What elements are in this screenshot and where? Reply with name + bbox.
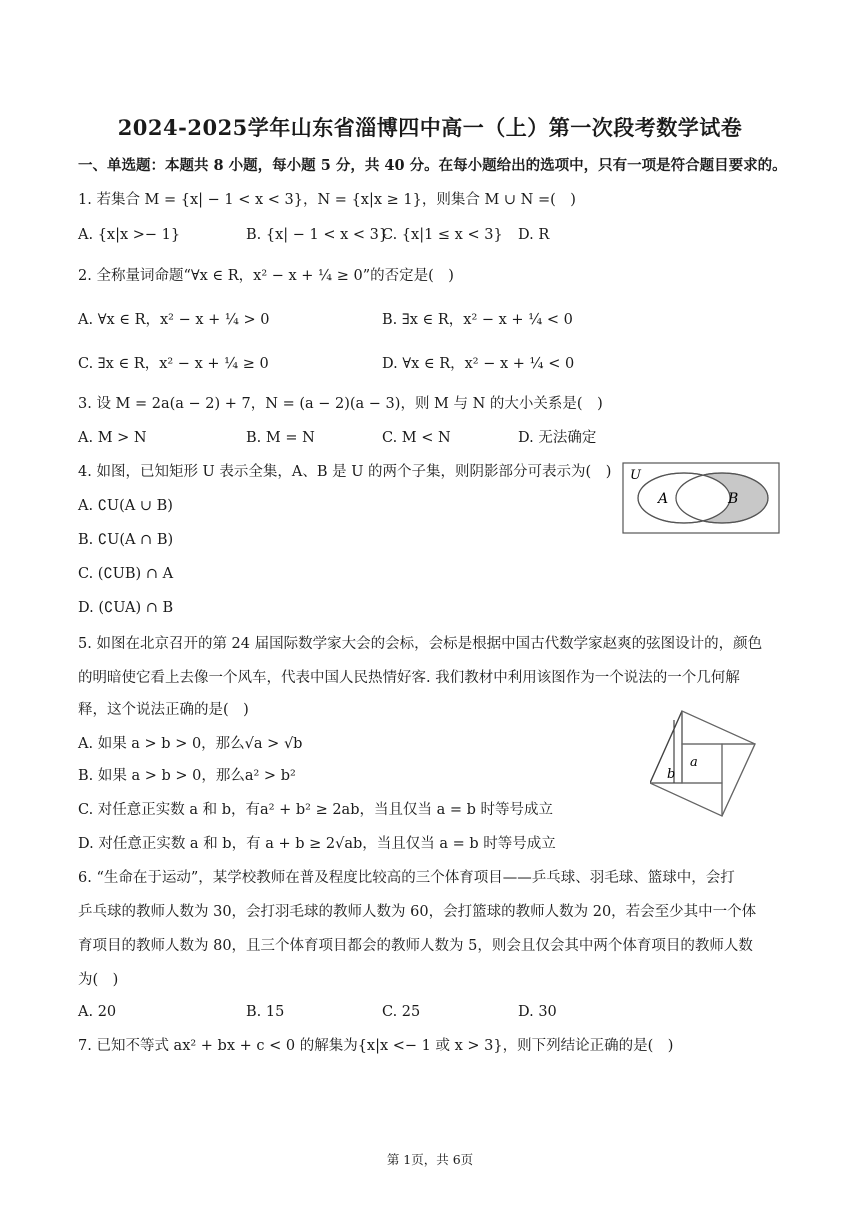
question-3-option-d: D. 无法确定 <box>518 430 597 446</box>
venn-diagram-figure <box>622 462 780 534</box>
question-2-option-c: C. ∃x ∈ R，x² − x + ¼ ≥ 0 <box>78 356 269 372</box>
question-5-option-d: D. 对任意正实数 a 和 b，有 a + b ≥ 2√ab，当且仅当 a = b 时等号成立 <box>78 836 556 852</box>
outer-square <box>650 711 755 816</box>
question-6-stem-line-2: 乒乓球的教师人数为 30，会打羽毛球的教师人数为 60，会打篮球的教师人数为 20，若会至少其中一个体 <box>78 904 757 920</box>
question-6-stem-line-1: 6. “生命在于运动”，某学校教师在普及程度比较高的三个体育项目——乒乓球、羽毛球、篮球中，会打 <box>78 870 735 886</box>
question-2-option-d: D. ∀x ∈ R，x² − x + ¼ < 0 <box>382 356 575 372</box>
triangle-top <box>682 711 755 744</box>
chord-label-b: b <box>667 767 676 782</box>
question-2-option-a: A. ∀x ∈ R，x² − x + ¼ > 0 <box>78 312 270 328</box>
question-6-option-a: A. 20 <box>78 1004 117 1020</box>
zhao-shuang-chord-figure <box>650 708 760 818</box>
question-1-option-c: C. {x|1 ≤ x < 3} <box>382 227 503 243</box>
question-4-option-b: B. ∁U(A ∩ B) <box>78 532 174 548</box>
question-5-option-b: B. 如果 a > b > 0，那么a² > b² <box>78 768 296 784</box>
section-heading: 一、单选题：本题共 8 小题，每小题 5 分，共 40 分。在每小题给出的选项中，只有一项是符合题目要求的。 <box>78 157 787 174</box>
question-1-stem: 1. 若集合 M = {x| − 1 < x < 3}，N = {x|x ≥ 1}，则集合 M ∪ N =( ) <box>78 192 576 208</box>
question-2-stem: 2. 全称量词命题“∀x ∈ R，x² − x + ¼ ≥ 0”的否定是( ) <box>78 268 454 284</box>
question-3-stem: 3. 设 M = 2a(a − 2) + 7，N = (a − 2)(a − 3)，则 M 与 N 的大小关系是( ) <box>78 396 603 412</box>
triangle-bottom <box>650 783 722 816</box>
venn-label-u: U <box>630 468 641 483</box>
question-6-option-b: B. 15 <box>246 1004 285 1020</box>
question-3-option-c: C. M < N <box>382 430 451 446</box>
question-6-option-c: C. 25 <box>382 1004 421 1020</box>
question-6-stem-line-4: 为( ) <box>78 972 119 988</box>
shaded-triangle-b <box>650 711 682 783</box>
question-4-option-c: C. (∁UB) ∩ A <box>78 566 174 582</box>
page-footer: 第 1页，共 6页 <box>386 1152 474 1167</box>
triangle-right <box>722 744 755 816</box>
question-5-stem-line-1: 5. 如图在北京召开的第 24 届国际数学家大会的会标，会标是根据中国古代数学家赵爽的弦图设计的，颜色 <box>78 636 763 652</box>
question-1-option-b: B. {x| − 1 < x < 3} <box>246 227 389 243</box>
question-4-option-d: D. (∁UA) ∩ B <box>78 600 174 616</box>
question-3-option-a: A. M > N <box>78 430 147 446</box>
question-1-option-a: A. {x|x >− 1} <box>78 227 181 243</box>
question-7-stem: 7. 已知不等式 ax² + bx + c < 0 的解集为{x|x <− 1 或 x > 3}，则下列结论正确的是( ) <box>78 1038 674 1054</box>
question-1-option-d: D. R <box>518 227 550 243</box>
question-5-option-c: C. 对任意正实数 a 和 b，有a² + b² ≥ 2ab，当且仅当 a = b 时等号成立 <box>78 802 554 818</box>
question-4-option-a: A. ∁U(A ∪ B) <box>78 498 173 514</box>
question-2-option-b: B. ∃x ∈ R，x² − x + ¼ < 0 <box>382 312 573 328</box>
inner-square <box>682 744 722 783</box>
question-5-option-a: A. 如果 a > b > 0，那么√a > √b <box>78 736 303 752</box>
question-6-option-d: D. 30 <box>518 1004 557 1020</box>
venn-label-a: A <box>658 491 669 507</box>
question-4-stem: 4. 如图，已知矩形 U 表示全集，A、B 是 U 的两个子集，则阴影部分可表示为( ) <box>78 464 612 480</box>
question-6-stem-line-3: 育项目的教师人数为 80，且三个体育项目都会的教师人数为 5，则会且仅会其中两个体育项目的教师人数 <box>78 938 753 954</box>
question-3-option-b: B. M = N <box>246 430 315 446</box>
venn-label-b: B <box>728 491 739 507</box>
page-title: 2024-2025学年山东省淄博四中高一（上）第一次段考数学试卷 <box>117 115 743 140</box>
chord-label-a: a <box>690 755 698 770</box>
question-5-stem-line-2: 的明暗使它看上去像一个风车，代表中国人民热情好客. 我们教材中利用该图作为一个说法的一个几何解 <box>78 670 740 686</box>
question-5-stem-line-3: 释，这个说法正确的是( ) <box>78 702 249 718</box>
